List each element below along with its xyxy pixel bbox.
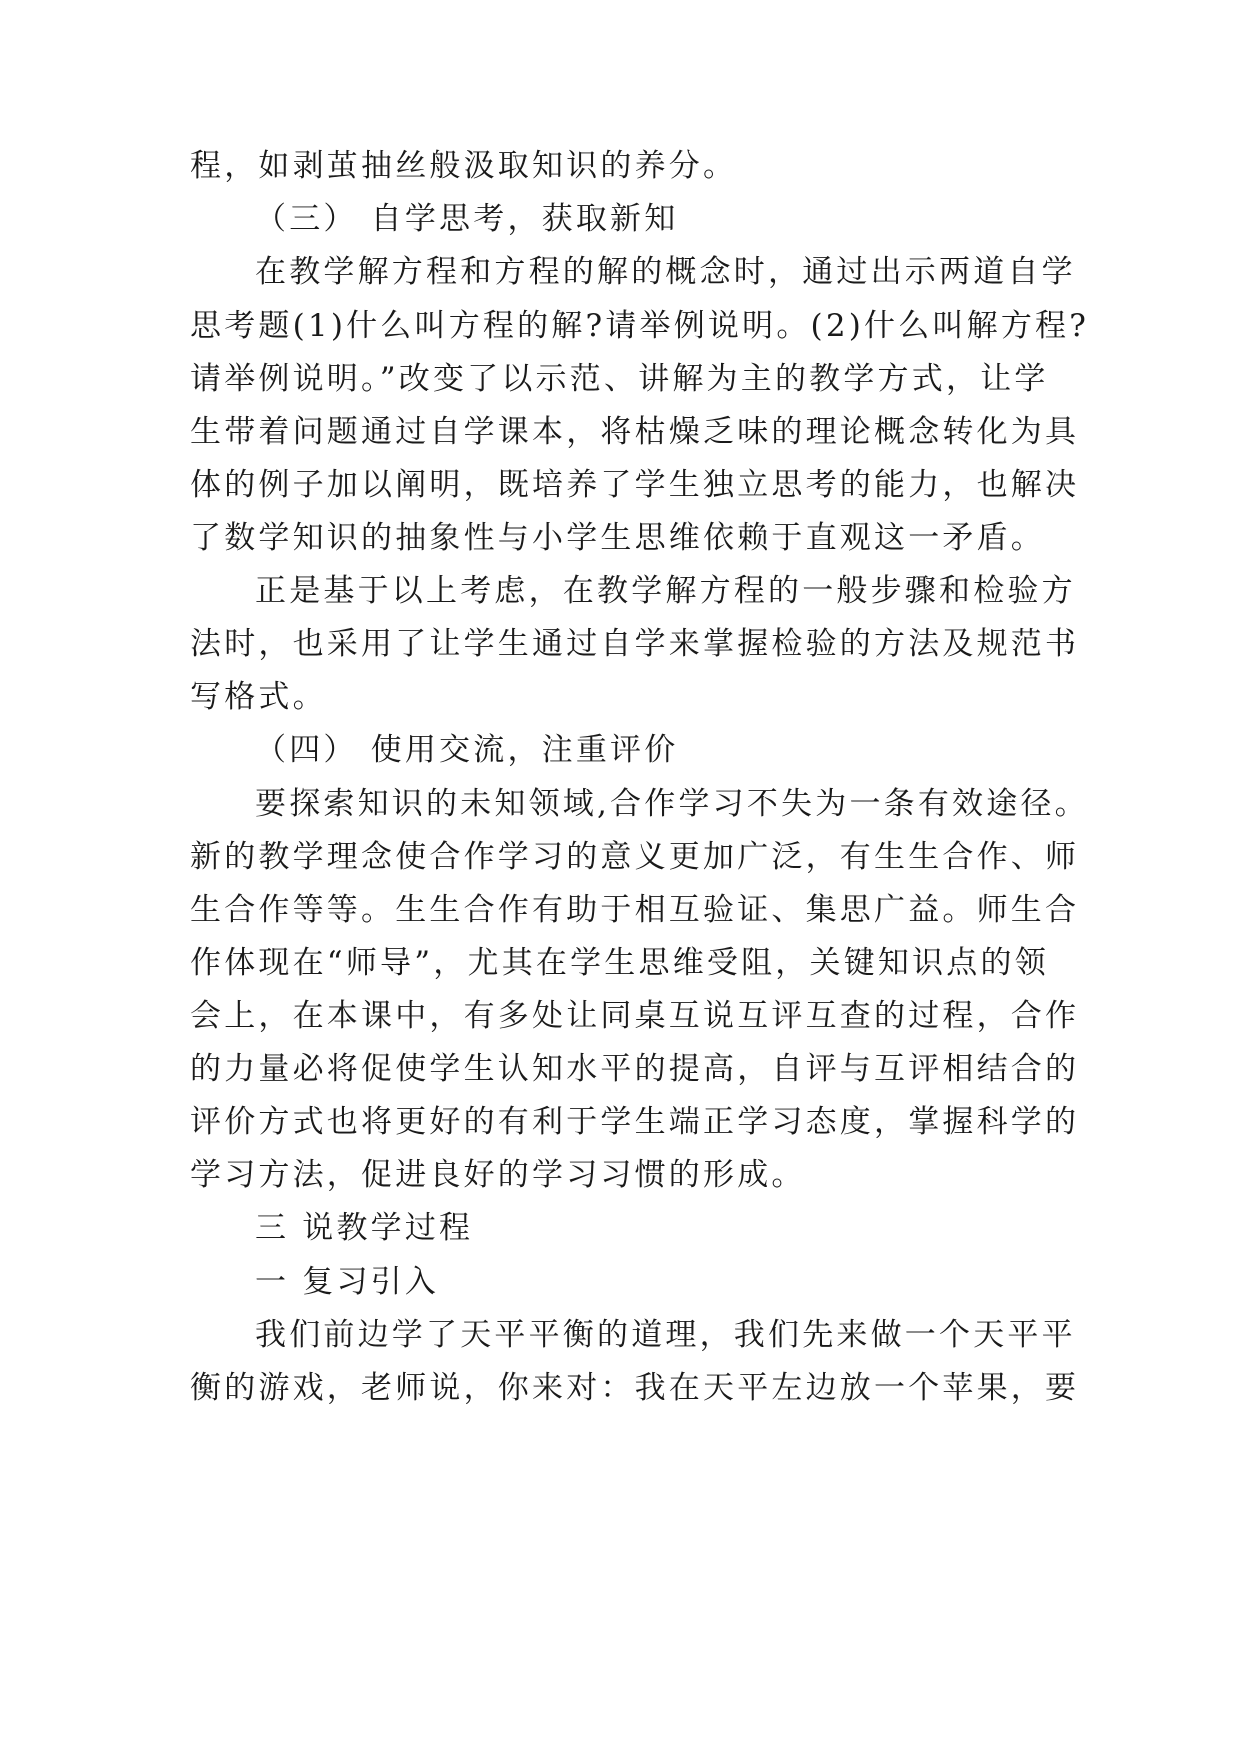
paragraph-line: 生带着问题通过自学课本，将枯燥乏味的理论概念转化为具	[190, 414, 1080, 450]
section-heading: 三 说教学过程	[255, 1210, 474, 1246]
paragraph-line: 法时，也采用了让学生通过自学来掌握检验的方法及规范书	[190, 626, 1080, 662]
paragraph-line: 会上，在本课中，有多处让同桌互说互评互查的过程，合作	[190, 998, 1080, 1034]
section-heading: （四） 使用交流，注重评价	[255, 732, 679, 768]
paragraph-line: 程，如剥茧抽丝般汲取知识的养分。	[190, 148, 738, 184]
paragraph-line: 衡的游戏，老师说，你来对：我在天平左边放一个苹果，要	[190, 1370, 1080, 1406]
paragraph-line: 正是基于以上考虑，在教学解方程的一般步骤和检验方	[255, 573, 1076, 609]
paragraph-line: 请举例说明。”改变了以示范、讲解为主的教学方式，让学	[190, 361, 1049, 397]
section-heading: （三） 自学思考，获取新知	[255, 201, 679, 237]
paragraph-line: 写格式。	[190, 679, 327, 715]
paragraph-line: 学习方法，促进良好的学习习惯的形成。	[190, 1157, 806, 1193]
paragraph-line: 的力量必将促使学生认知水平的提高，自评与互评相结合的	[190, 1051, 1080, 1087]
paragraph-line: 评价方式也将更好的有利于学生端正学习态度，掌握科学的	[190, 1104, 1080, 1140]
paragraph-line: 生合作等等。生生合作有助于相互验证、集思广益。师生合	[190, 892, 1080, 928]
paragraph-line: 了数学知识的抽象性与小学生思维依赖于直观这一矛盾。	[190, 520, 1045, 556]
paragraph-line: 我们前边学了天平平衡的道理，我们先来做一个天平平	[255, 1317, 1076, 1353]
section-heading: 一 复习引入	[255, 1264, 440, 1300]
paragraph-line: 要探索知识的未知领域,合作学习不失为一条有效途径。	[255, 786, 1089, 822]
paragraph-line: 思考题(1)什么叫方程的解?请举例说明。(2)什么叫解方程?	[190, 308, 1090, 344]
paragraph-line: 作体现在“师导”，尤其在学生思维受阻，关键知识点的领	[190, 945, 1049, 981]
paragraph-line: 体的例子加以阐明，既培养了学生独立思考的能力，也解决	[190, 467, 1080, 503]
paragraph-line: 在教学解方程和方程的解的概念时，通过出示两道自学	[255, 254, 1076, 290]
paragraph-line: 新的教学理念使合作学习的意义更加广泛，有生生合作、师	[190, 839, 1080, 875]
